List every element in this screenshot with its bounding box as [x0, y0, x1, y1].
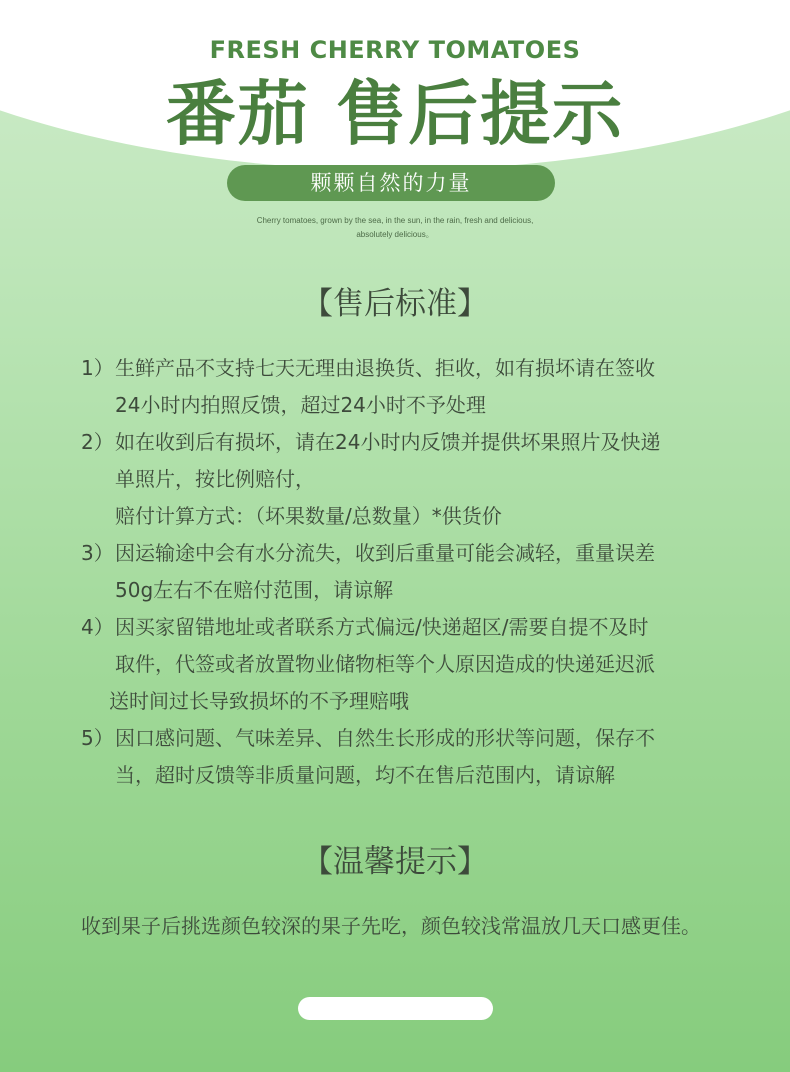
rule-2-number: 2）	[81, 430, 114, 454]
rule-2-text-1: 如在收到后有损坏，请在24小时内反馈并提供坏果照片及快递	[115, 430, 661, 454]
bottom-decorative-pill	[298, 997, 493, 1020]
page-title: 番茄 售后提示	[165, 73, 625, 155]
english-title: FRESH CHERRY TOMATOES	[209, 36, 581, 64]
rule-3-line-2: 50g左右不在赔付范围，请谅解	[115, 578, 394, 602]
after-sales-standards-heading: 【售后标准】	[302, 286, 488, 322]
rule-3-line-1	[81, 535, 731, 572]
rule-1-number: 1）	[81, 356, 114, 380]
rule-2-line-3: 赔付计算方式：（坏果数量/总数量）*供货价	[115, 504, 502, 528]
rule-3-text-1: 因运输途中会有水分流失，收到后重量可能会减轻，重量误差	[115, 541, 655, 565]
rule-2-line-2: 单照片，按比例赔付，	[115, 467, 315, 491]
rule-2-line-1	[81, 424, 731, 461]
tagline-line-1: Cherry tomatoes, grown by the sea, in the sun, in the rain, fresh and delicious,	[256, 216, 534, 225]
rules-list	[81, 350, 731, 794]
rule-4-text-1: 因买家留错地址或者联系方式偏远/快递超区/需要自提不及时	[115, 615, 649, 639]
rule-1-text-1: 生鲜产品不支持七天无理由退换货、拒收，如有损坏请在签收	[115, 356, 655, 380]
rule-4-line-3: 送时间过长导致损坏的不予理赔哦	[109, 689, 409, 713]
english-tagline	[0, 214, 790, 242]
rule-5-number: 5）	[81, 726, 114, 750]
warm-tips-heading: 【温馨提示】	[302, 844, 488, 880]
rule-5-line-2: 当，超时反馈等非质量问题，均不在售后范围内，请谅解	[115, 763, 615, 787]
rule-4-line-1	[81, 609, 731, 646]
tagline-line-2: absolutely delicious。	[356, 230, 434, 239]
rule-5-line-1	[81, 720, 731, 757]
rule-5-text-1: 因口感问题、气味差异、自然生长形成的形状等问题，保存不	[115, 726, 655, 750]
rule-4-line-2: 取件，代签或者放置物业储物柜等个人原因造成的快递延迟派	[115, 652, 655, 676]
slogan-pill: 颗颗自然的力量	[227, 165, 555, 201]
rule-1-line-1	[81, 350, 731, 387]
rule-3-number: 3）	[81, 541, 114, 565]
rule-4-number: 4）	[81, 615, 114, 639]
warm-tip-text: 收到果子后挑选颜色较深的果子先吃，颜色较浅常温放几天口感更佳。	[81, 914, 701, 938]
rule-1-line-2: 24小时内拍照反馈，超过24小时不予处理	[115, 393, 486, 417]
